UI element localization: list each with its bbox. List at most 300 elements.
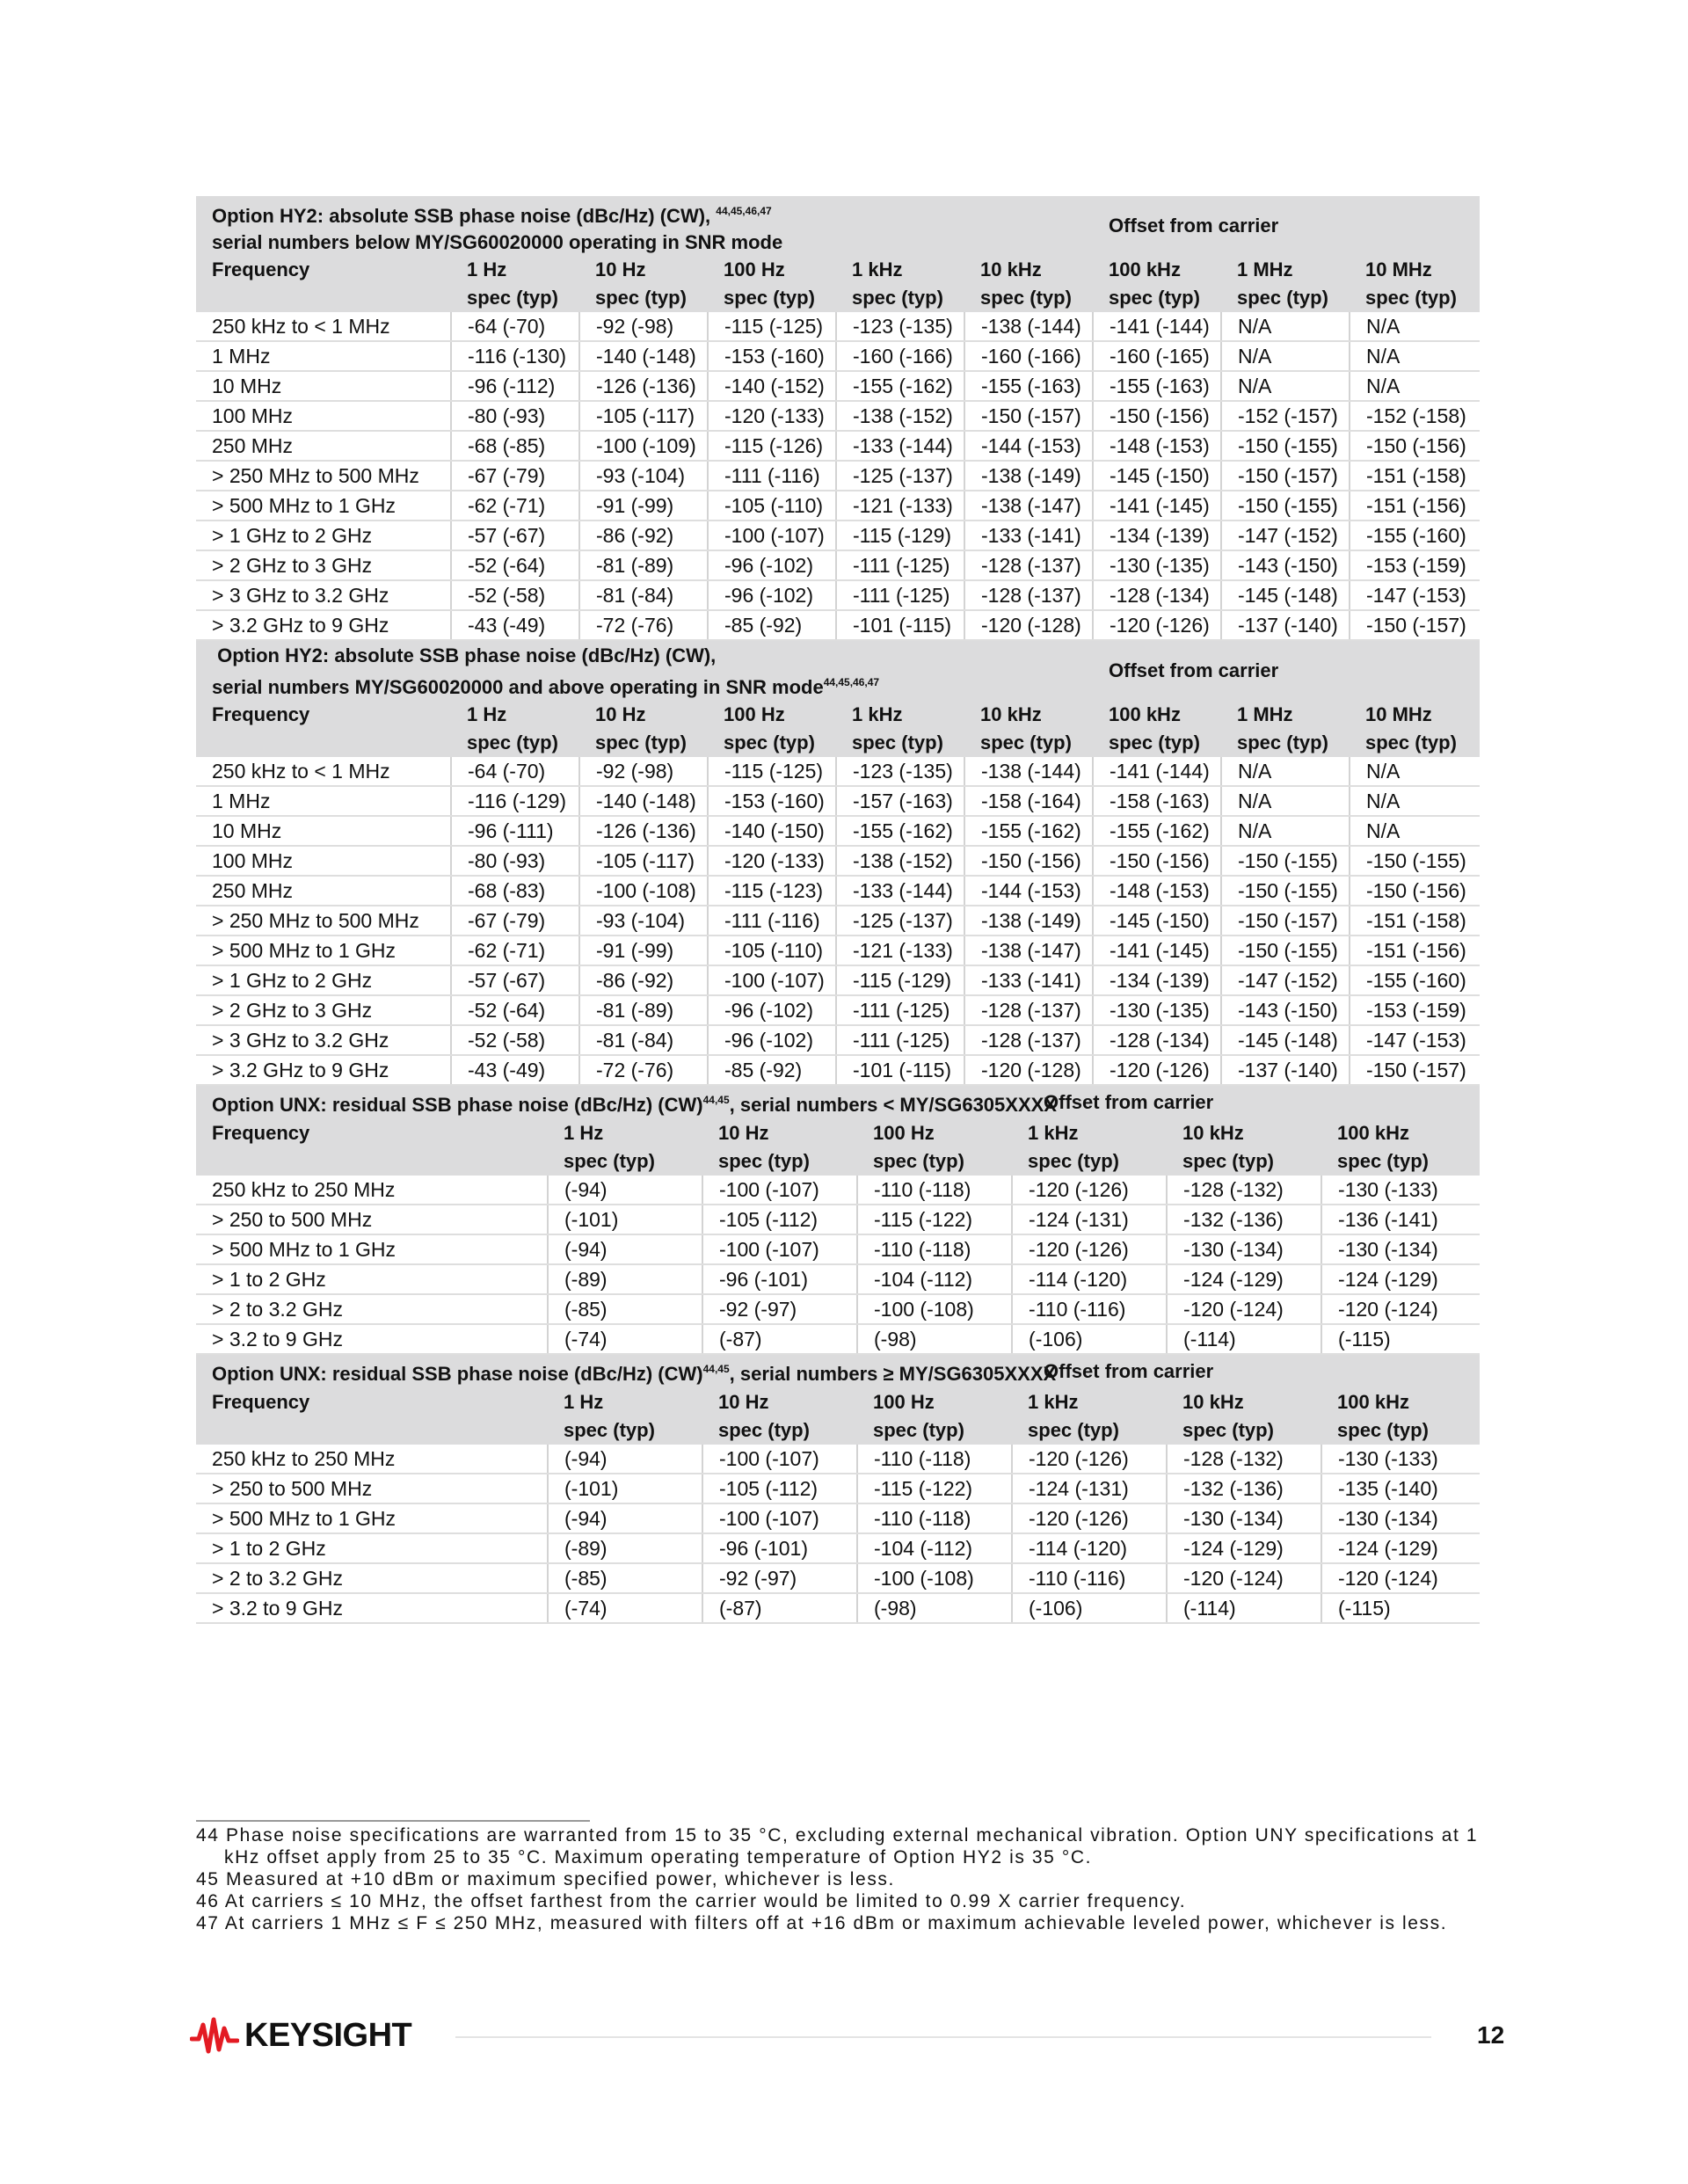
value-cell: -138 (-144) xyxy=(964,312,1093,341)
value-cell: -125 (-137) xyxy=(836,906,964,935)
value-cell: -158 (-163) xyxy=(1093,786,1221,816)
spec-typ-label: spec (typ) xyxy=(1221,284,1350,312)
value-cell: (-94) xyxy=(548,1503,702,1533)
value-cell: -62 (-71) xyxy=(451,491,579,521)
value-cell: -132 (-136) xyxy=(1167,1205,1321,1234)
value-cell: -143 (-150) xyxy=(1221,550,1350,580)
spec-typ-label: spec (typ) xyxy=(1221,729,1350,757)
table-row xyxy=(196,1324,1480,1354)
footnote: 47 At carriers 1 MHz ≤ F ≤ 250 MHz, measured with filters off at +16 dBm or maximum achievable leveled power, whichever is less. xyxy=(196,1913,1448,1933)
value-cell: -147 (-152) xyxy=(1221,965,1350,995)
value-cell: -43 (-49) xyxy=(451,610,579,640)
value-cell: -96 (-101) xyxy=(702,1264,857,1294)
value-cell: -153 (-159) xyxy=(1350,550,1480,580)
offset-header: 100 kHz xyxy=(1321,1388,1480,1416)
value-cell: -152 (-158) xyxy=(1350,401,1480,431)
offset-header: 1 kHz xyxy=(836,256,964,284)
spec-typ-label: spec (typ) xyxy=(702,1416,857,1445)
value-cell: N/A xyxy=(1221,312,1350,341)
frequency-cell: 100 MHz xyxy=(196,401,451,431)
frequency-cell: > 250 MHz to 500 MHz xyxy=(196,461,451,491)
value-cell: -150 (-157) xyxy=(1350,610,1480,640)
value-cell: -147 (-153) xyxy=(1350,1025,1480,1055)
value-cell: -52 (-64) xyxy=(451,550,579,580)
value-cell: -100 (-108) xyxy=(857,1294,1012,1324)
value-cell: -151 (-158) xyxy=(1350,906,1480,935)
value-cell: -120 (-124) xyxy=(1321,1563,1480,1593)
value-cell: -130 (-134) xyxy=(1321,1234,1480,1264)
value-cell: -150 (-155) xyxy=(1221,846,1350,876)
frequency-cell: > 1 GHz to 2 GHz xyxy=(196,965,451,995)
table-row xyxy=(196,1294,1480,1324)
frequency-cell: 250 MHz xyxy=(196,431,451,461)
spec-typ-label: spec (typ) xyxy=(836,729,964,757)
table-row xyxy=(196,312,1480,341)
table-row xyxy=(196,935,1480,965)
value-cell: -128 (-132) xyxy=(1167,1445,1321,1474)
frequency-cell: > 250 MHz to 500 MHz xyxy=(196,906,451,935)
logo-text: KEYSIGHT xyxy=(244,2016,412,2054)
spec-typ-label: spec (typ) xyxy=(857,1147,1012,1176)
value-cell: -140 (-150) xyxy=(708,816,836,846)
value-cell: -124 (-131) xyxy=(1012,1474,1167,1503)
value-cell: -68 (-83) xyxy=(451,876,579,906)
offset-header: 10 kHz xyxy=(964,256,1093,284)
value-cell: -96 (-112) xyxy=(451,371,579,401)
value-cell: -148 (-153) xyxy=(1093,431,1221,461)
value-cell: (-85) xyxy=(548,1294,702,1324)
value-cell: -115 (-125) xyxy=(708,312,836,341)
value-cell: -85 (-92) xyxy=(708,1055,836,1085)
blank-cell xyxy=(196,1147,548,1176)
value-cell: -86 (-92) xyxy=(579,521,708,550)
value-cell: -138 (-147) xyxy=(964,935,1093,965)
value-cell: -157 (-163) xyxy=(836,786,964,816)
value-cell: -43 (-49) xyxy=(451,1055,579,1085)
table-row xyxy=(196,906,1480,935)
value-cell: -93 (-104) xyxy=(579,461,708,491)
value-cell: -120 (-124) xyxy=(1167,1294,1321,1324)
value-cell: -155 (-163) xyxy=(964,371,1093,401)
value-cell: -150 (-155) xyxy=(1221,491,1350,521)
value-cell: -150 (-156) xyxy=(1350,876,1480,906)
value-cell: -81 (-84) xyxy=(579,1025,708,1055)
value-cell: -128 (-132) xyxy=(1167,1176,1321,1205)
offset-header: 10 kHz xyxy=(964,701,1093,729)
frequency-cell: 10 MHz xyxy=(196,816,451,846)
value-cell: -115 (-126) xyxy=(708,431,836,461)
value-cell: N/A xyxy=(1350,371,1480,401)
value-cell: -120 (-124) xyxy=(1321,1294,1480,1324)
value-cell: -137 (-140) xyxy=(1221,1055,1350,1085)
value-cell: -130 (-133) xyxy=(1321,1445,1480,1474)
table-row xyxy=(196,1593,1480,1623)
table-body xyxy=(196,1445,1480,1623)
offset-header: 10 Hz xyxy=(702,1388,857,1416)
value-cell: -150 (-156) xyxy=(964,846,1093,876)
value-cell: -130 (-134) xyxy=(1167,1234,1321,1264)
footnote: 45 Measured at +10 dBm or maximum specified power, whichever is less. xyxy=(196,1869,895,1889)
value-cell: -105 (-112) xyxy=(702,1474,857,1503)
value-cell: -80 (-93) xyxy=(451,846,579,876)
value-cell: N/A xyxy=(1221,816,1350,846)
blank-cell xyxy=(196,1416,548,1445)
value-cell: -133 (-144) xyxy=(836,876,964,906)
offset-from-carrier-label: Offset from carrier xyxy=(1093,196,1480,256)
table-row xyxy=(196,1205,1480,1234)
value-cell: (-106) xyxy=(1012,1593,1167,1623)
spec-typ-label: spec (typ) xyxy=(1167,1416,1321,1445)
value-cell: -134 (-139) xyxy=(1093,521,1221,550)
value-cell: -120 (-128) xyxy=(964,610,1093,640)
value-cell: -111 (-125) xyxy=(836,995,964,1025)
frequency-cell: > 1 GHz to 2 GHz xyxy=(196,521,451,550)
value-cell: -105 (-117) xyxy=(579,846,708,876)
frequency-cell: > 1 to 2 GHz xyxy=(196,1264,548,1294)
value-cell: -100 (-109) xyxy=(579,431,708,461)
value-cell: -138 (-152) xyxy=(836,401,964,431)
value-cell: -138 (-152) xyxy=(836,846,964,876)
value-cell: -96 (-111) xyxy=(451,816,579,846)
table-row xyxy=(196,1025,1480,1055)
offset-header: 1 MHz xyxy=(1221,701,1350,729)
value-cell: -92 (-97) xyxy=(702,1563,857,1593)
offset-header: 10 kHz xyxy=(1167,1388,1321,1416)
frequency-cell: > 3.2 GHz to 9 GHz xyxy=(196,610,451,640)
value-cell: -111 (-116) xyxy=(708,461,836,491)
value-cell: -150 (-155) xyxy=(1221,431,1350,461)
value-cell: -141 (-144) xyxy=(1093,757,1221,786)
value-cell: -120 (-126) xyxy=(1012,1445,1167,1474)
spec-typ-label: spec (typ) xyxy=(1012,1147,1167,1176)
value-cell: -155 (-160) xyxy=(1350,965,1480,995)
table-title: Option UNX: residual SSB phase noise (dBc/Hz) (CW)$^{44,45}$, serial numbers ≥ MY/SG6305XXXX xyxy=(196,1355,1012,1388)
footnote-divider xyxy=(196,1820,590,1822)
value-cell: -140 (-152) xyxy=(708,371,836,401)
value-cell: -150 (-156) xyxy=(1093,846,1221,876)
value-cell: -52 (-58) xyxy=(451,580,579,610)
table-row xyxy=(196,846,1480,876)
table-body xyxy=(196,312,1480,640)
frequency-cell: > 500 MHz to 1 GHz xyxy=(196,1503,548,1533)
value-cell: -150 (-157) xyxy=(1221,906,1350,935)
value-cell: (-74) xyxy=(548,1324,702,1354)
value-cell: -120 (-133) xyxy=(708,401,836,431)
value-cell: -141 (-145) xyxy=(1093,935,1221,965)
offset-header: 10 kHz xyxy=(1167,1119,1321,1147)
value-cell: (-115) xyxy=(1321,1324,1480,1354)
value-cell: -150 (-155) xyxy=(1350,846,1480,876)
value-cell: -130 (-133) xyxy=(1321,1176,1480,1205)
value-cell: -80 (-93) xyxy=(451,401,579,431)
value-cell: (-114) xyxy=(1167,1324,1321,1354)
value-cell: -57 (-67) xyxy=(451,965,579,995)
frequency-cell: 1 MHz xyxy=(196,341,451,371)
value-cell: -137 (-140) xyxy=(1221,610,1350,640)
value-cell: -141 (-144) xyxy=(1093,312,1221,341)
table-row xyxy=(196,521,1480,550)
value-cell: -110 (-116) xyxy=(1012,1563,1167,1593)
value-cell: -144 (-153) xyxy=(964,431,1093,461)
value-cell: -160 (-165) xyxy=(1093,341,1221,371)
value-cell: -133 (-141) xyxy=(964,521,1093,550)
unx-below-serial-table xyxy=(196,1086,1480,1355)
value-cell: -124 (-129) xyxy=(1321,1264,1480,1294)
value-cell: N/A xyxy=(1350,341,1480,371)
frequency-cell: 100 MHz xyxy=(196,846,451,876)
offset-header: 1 Hz xyxy=(548,1119,702,1147)
value-cell: -72 (-76) xyxy=(579,610,708,640)
value-cell: -110 (-116) xyxy=(1012,1294,1167,1324)
value-cell: -116 (-130) xyxy=(451,341,579,371)
value-cell: -100 (-108) xyxy=(579,876,708,906)
value-cell: N/A xyxy=(1221,786,1350,816)
value-cell: -100 (-107) xyxy=(702,1176,857,1205)
table-row xyxy=(196,610,1480,640)
value-cell: -124 (-129) xyxy=(1167,1264,1321,1294)
value-cell: -150 (-157) xyxy=(1350,1055,1480,1085)
value-cell: -153 (-160) xyxy=(708,341,836,371)
table-row xyxy=(196,341,1480,371)
value-cell: -160 (-166) xyxy=(964,341,1093,371)
value-cell: -115 (-122) xyxy=(857,1205,1012,1234)
frequency-cell: > 500 MHz to 1 GHz xyxy=(196,935,451,965)
offset-header: 1 Hz xyxy=(451,701,579,729)
offset-header: 10 Hz xyxy=(579,256,708,284)
value-cell: -155 (-162) xyxy=(1093,816,1221,846)
value-cell: -52 (-58) xyxy=(451,1025,579,1055)
table-row xyxy=(196,431,1480,461)
value-cell: -104 (-112) xyxy=(857,1533,1012,1563)
value-cell: -145 (-148) xyxy=(1221,580,1350,610)
spec-typ-label: spec (typ) xyxy=(451,729,579,757)
spec-typ-label: spec (typ) xyxy=(579,729,708,757)
value-cell: -151 (-156) xyxy=(1350,491,1480,521)
page-number: 12 xyxy=(1477,2021,1505,2049)
spec-typ-label: spec (typ) xyxy=(451,284,579,312)
value-cell: -115 (-129) xyxy=(836,965,964,995)
table-body xyxy=(196,1176,1480,1354)
table-row xyxy=(196,757,1480,786)
footnote: 46 At carriers ≤ 10 MHz, the offset farthest from the carrier would be limited to 0.99 X carrier frequency. xyxy=(196,1891,1187,1911)
value-cell: -124 (-129) xyxy=(1321,1533,1480,1563)
value-cell: (-101) xyxy=(548,1205,702,1234)
value-cell: -121 (-133) xyxy=(836,935,964,965)
value-cell: N/A xyxy=(1350,757,1480,786)
keysight-logo xyxy=(190,2013,411,2057)
spec-typ-label: spec (typ) xyxy=(857,1416,1012,1445)
spec-typ-label: spec (typ) xyxy=(702,1147,857,1176)
value-cell: (-98) xyxy=(857,1593,1012,1623)
value-cell: -124 (-129) xyxy=(1167,1533,1321,1563)
value-cell: -62 (-71) xyxy=(451,935,579,965)
value-cell: -86 (-92) xyxy=(579,965,708,995)
value-cell: -101 (-115) xyxy=(836,610,964,640)
value-cell: -111 (-125) xyxy=(836,1025,964,1055)
frequency-cell: 250 kHz to 250 MHz xyxy=(196,1445,548,1474)
frequency-cell: 1 MHz xyxy=(196,786,451,816)
value-cell: -93 (-104) xyxy=(579,906,708,935)
value-cell: -111 (-125) xyxy=(836,550,964,580)
value-cell: -128 (-134) xyxy=(1093,1025,1221,1055)
offset-header: 100 Hz xyxy=(708,256,836,284)
value-cell: -110 (-118) xyxy=(857,1503,1012,1533)
table-row xyxy=(196,1445,1480,1474)
value-cell: (-114) xyxy=(1167,1593,1321,1623)
value-cell: -100 (-107) xyxy=(702,1234,857,1264)
table-row xyxy=(196,816,1480,846)
value-cell: (-94) xyxy=(548,1234,702,1264)
value-cell: -145 (-150) xyxy=(1093,906,1221,935)
value-cell: -105 (-110) xyxy=(708,491,836,521)
value-cell: -120 (-126) xyxy=(1012,1234,1167,1264)
value-cell: -100 (-108) xyxy=(857,1563,1012,1593)
table-row xyxy=(196,461,1480,491)
frequency-cell: > 2 GHz to 3 GHz xyxy=(196,995,451,1025)
value-cell: -151 (-156) xyxy=(1350,935,1480,965)
spec-typ-label: spec (typ) xyxy=(1321,1416,1480,1445)
value-cell: -128 (-137) xyxy=(964,995,1093,1025)
value-cell: -155 (-162) xyxy=(964,816,1093,846)
value-cell: -132 (-136) xyxy=(1167,1474,1321,1503)
value-cell: -81 (-84) xyxy=(579,580,708,610)
frequency-header: Frequency xyxy=(196,1119,548,1147)
value-cell: -144 (-153) xyxy=(964,876,1093,906)
value-cell: -120 (-126) xyxy=(1093,610,1221,640)
table-row xyxy=(196,550,1480,580)
value-cell: -130 (-135) xyxy=(1093,550,1221,580)
value-cell: -115 (-125) xyxy=(708,757,836,786)
value-cell: -115 (-129) xyxy=(836,521,964,550)
blank-cell xyxy=(196,284,451,312)
value-cell: -81 (-89) xyxy=(579,550,708,580)
table-row xyxy=(196,965,1480,995)
frequency-cell: > 3.2 to 9 GHz xyxy=(196,1324,548,1354)
spec-typ-label: spec (typ) xyxy=(708,284,836,312)
frequency-header: Frequency xyxy=(196,256,451,284)
frequency-cell: > 2 to 3.2 GHz xyxy=(196,1563,548,1593)
value-cell: -110 (-118) xyxy=(857,1176,1012,1205)
table-title: Option HY2: absolute SSB phase noise (dBc/Hz) (CW), serial numbers MY/SG60020000 and above operating in SNR mode$^{44,45,46,47}$ xyxy=(196,641,1093,701)
value-cell: -133 (-144) xyxy=(836,431,964,461)
value-cell: -138 (-147) xyxy=(964,491,1093,521)
frequency-cell: > 3 GHz to 3.2 GHz xyxy=(196,1025,451,1055)
value-cell: -124 (-131) xyxy=(1012,1205,1167,1234)
value-cell: -125 (-137) xyxy=(836,461,964,491)
table-row xyxy=(196,1533,1480,1563)
table-row xyxy=(196,1055,1480,1085)
value-cell: (-94) xyxy=(548,1445,702,1474)
value-cell: -150 (-157) xyxy=(964,401,1093,431)
value-cell: -96 (-102) xyxy=(708,550,836,580)
spec-typ-label: spec (typ) xyxy=(1321,1147,1480,1176)
offset-from-carrier-label: Offset from carrier xyxy=(1012,1355,1480,1388)
value-cell: (-101) xyxy=(548,1474,702,1503)
value-cell: -81 (-89) xyxy=(579,995,708,1025)
value-cell: -130 (-134) xyxy=(1321,1503,1480,1533)
value-cell: -145 (-148) xyxy=(1221,1025,1350,1055)
value-cell: -120 (-126) xyxy=(1093,1055,1221,1085)
value-cell: -128 (-137) xyxy=(964,550,1093,580)
value-cell: (-87) xyxy=(702,1324,857,1354)
table-row xyxy=(196,1563,1480,1593)
frequency-cell: > 500 MHz to 1 GHz xyxy=(196,1234,548,1264)
frequency-cell: > 3 GHz to 3.2 GHz xyxy=(196,580,451,610)
value-cell: -120 (-128) xyxy=(964,1055,1093,1085)
value-cell: -115 (-122) xyxy=(857,1474,1012,1503)
value-cell: -72 (-76) xyxy=(579,1055,708,1085)
value-cell: (-98) xyxy=(857,1324,1012,1354)
value-cell: -114 (-120) xyxy=(1012,1264,1167,1294)
table-body xyxy=(196,757,1480,1085)
value-cell: -96 (-101) xyxy=(702,1533,857,1563)
value-cell: -64 (-70) xyxy=(451,757,579,786)
frequency-cell: > 250 to 500 MHz xyxy=(196,1205,548,1234)
table-row xyxy=(196,1264,1480,1294)
value-cell: -120 (-124) xyxy=(1167,1563,1321,1593)
value-cell: -105 (-110) xyxy=(708,935,836,965)
offset-header: 100 Hz xyxy=(857,1388,1012,1416)
table-row xyxy=(196,1234,1480,1264)
value-cell: -147 (-152) xyxy=(1221,521,1350,550)
value-cell: -136 (-141) xyxy=(1321,1205,1480,1234)
value-cell: -96 (-102) xyxy=(708,580,836,610)
frequency-header: Frequency xyxy=(196,1388,548,1416)
offset-header: 10 MHz xyxy=(1350,256,1480,284)
offset-from-carrier-label: Offset from carrier xyxy=(1012,1086,1480,1119)
frequency-header: Frequency xyxy=(196,701,451,729)
offset-header: 1 kHz xyxy=(836,701,964,729)
value-cell: -64 (-70) xyxy=(451,312,579,341)
footnotes xyxy=(196,1824,1488,1934)
value-cell: -101 (-115) xyxy=(836,1055,964,1085)
spec-typ-label: spec (typ) xyxy=(579,284,708,312)
offset-header: 100 kHz xyxy=(1093,256,1221,284)
value-cell: -153 (-160) xyxy=(708,786,836,816)
value-cell: -96 (-102) xyxy=(708,1025,836,1055)
offset-header: 10 Hz xyxy=(579,701,708,729)
value-cell: N/A xyxy=(1350,786,1480,816)
frequency-cell: > 500 MHz to 1 GHz xyxy=(196,491,451,521)
value-cell: (-89) xyxy=(548,1533,702,1563)
value-cell: -126 (-136) xyxy=(579,816,708,846)
value-cell: -120 (-126) xyxy=(1012,1176,1167,1205)
table-row xyxy=(196,1176,1480,1205)
value-cell: -100 (-107) xyxy=(708,965,836,995)
table-row xyxy=(196,580,1480,610)
value-cell: -148 (-153) xyxy=(1093,876,1221,906)
value-cell: (-115) xyxy=(1321,1593,1480,1623)
frequency-cell: 10 MHz xyxy=(196,371,451,401)
frequency-cell: > 2 GHz to 3 GHz xyxy=(196,550,451,580)
value-cell: -155 (-162) xyxy=(836,816,964,846)
value-cell: (-74) xyxy=(548,1593,702,1623)
keysight-wave-icon xyxy=(190,2016,239,2055)
value-cell: -128 (-134) xyxy=(1093,580,1221,610)
frequency-cell: > 2 to 3.2 GHz xyxy=(196,1294,548,1324)
value-cell: -150 (-156) xyxy=(1350,431,1480,461)
table-row xyxy=(196,1474,1480,1503)
spec-tables xyxy=(196,196,1480,1624)
value-cell: -92 (-98) xyxy=(579,757,708,786)
value-cell: -100 (-107) xyxy=(708,521,836,550)
value-cell: -128 (-137) xyxy=(964,1025,1093,1055)
value-cell: -152 (-157) xyxy=(1221,401,1350,431)
value-cell: -111 (-125) xyxy=(836,580,964,610)
table-row xyxy=(196,371,1480,401)
value-cell: -140 (-148) xyxy=(579,786,708,816)
frequency-cell: > 3.2 to 9 GHz xyxy=(196,1593,548,1623)
